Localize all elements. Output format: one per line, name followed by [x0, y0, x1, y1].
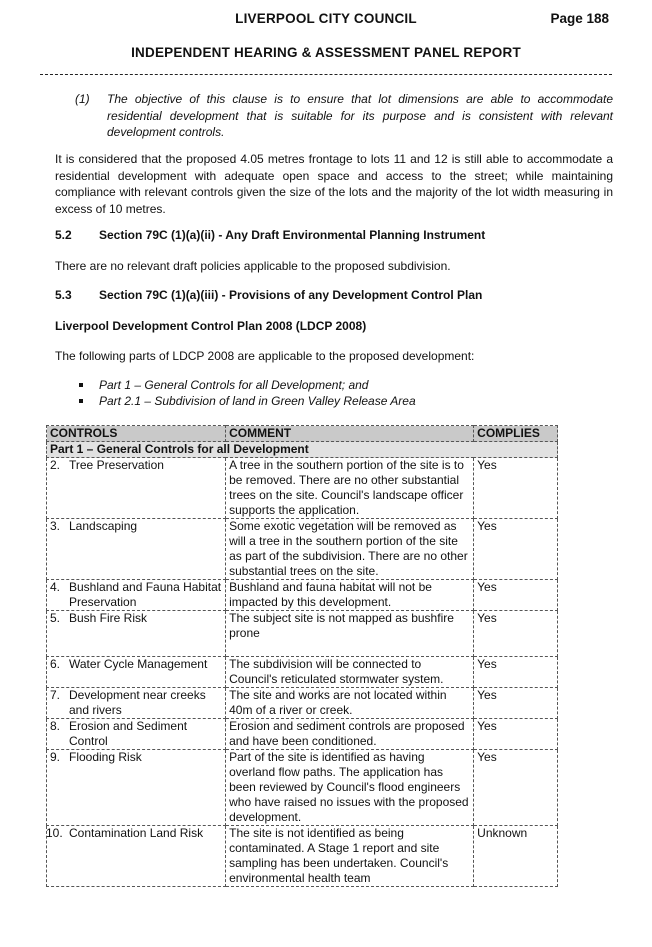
control-name: Water Cycle Management	[69, 657, 208, 671]
section-number: 5.3	[55, 288, 72, 302]
part-row	[47, 442, 558, 458]
comment-cell: Erosion and sediment controls are proposed and have been conditioned.	[226, 719, 474, 750]
control-cell	[47, 580, 226, 611]
control-number: 10.	[46, 826, 63, 840]
control-number: 8.	[50, 719, 61, 733]
list-item: Part 2.1 – Subdivision of land in Green Valley Release Area	[78, 393, 416, 409]
comment-cell: Some exotic vegetation will be removed as will a tree in the southern portion of the site as part of the subdivision. There are no other substantial trees on the site.	[226, 519, 474, 580]
section-5-2-heading	[55, 228, 485, 242]
complies-cell: Yes	[474, 719, 558, 750]
complies-cell: Yes	[474, 458, 558, 519]
table-row	[47, 519, 558, 580]
table-header-row	[47, 426, 558, 442]
control-number: 5.	[50, 611, 61, 625]
control-name: Development near creeks and rivers	[69, 688, 206, 717]
control-cell	[47, 657, 226, 688]
control-cell	[47, 611, 226, 657]
complies-cell: Yes	[474, 750, 558, 826]
controls-column-header: CONTROLS	[47, 426, 226, 442]
table-row	[47, 688, 558, 719]
control-name: Erosion and Sediment Control	[69, 719, 188, 748]
comment-cell: The subdivision will be connected to Council's reticulated stormwater system.	[226, 657, 474, 688]
table-row	[47, 826, 558, 887]
control-name: Tree Preservation	[69, 458, 164, 472]
report-title: INDEPENDENT HEARING & ASSESSMENT PANEL REPORT	[131, 45, 521, 60]
objective-text: The objective of this clause is to ensure that lot dimensions are able to accommodate residential development that is suitable for its purpose and is consistent with relevant development controls.	[107, 92, 613, 139]
control-cell	[47, 826, 226, 887]
header-divider	[40, 74, 612, 75]
control-number: 6.	[50, 657, 61, 671]
control-name: Bushland and Fauna Habitat Preservation	[69, 580, 222, 609]
control-cell	[47, 458, 226, 519]
section-title: Section 79C (1)(a)(iii) - Provisions of any Development Control Plan	[99, 288, 483, 302]
complies-cell: Yes	[474, 580, 558, 611]
control-name: Flooding Risk	[69, 750, 142, 764]
section-title: Section 79C (1)(a)(ii) - Any Draft Environmental Planning Instrument	[99, 228, 486, 242]
applicable-parts-list	[78, 377, 416, 409]
draft-policies-paragraph: There are no relevant draft policies applicable to the proposed subdivision.	[55, 259, 451, 273]
complies-cell: Yes	[474, 519, 558, 580]
ldcp-heading: Liverpool Development Control Plan 2008 (LDCP 2008)	[55, 319, 367, 333]
complies-cell: Unknown	[474, 826, 558, 887]
objective-number: (1)	[75, 92, 90, 106]
table-row	[47, 580, 558, 611]
control-number: 3.	[50, 519, 61, 533]
comment-cell: Bushland and fauna habitat will not be impacted by this development.	[226, 580, 474, 611]
section-5-3-heading	[55, 288, 482, 302]
council-name: LIVERPOOL CITY COUNCIL	[235, 11, 417, 26]
ldcp-intro-paragraph: The following parts of LDCP 2008 are applicable to the proposed development:	[55, 349, 475, 363]
comment-cell: The subject site is not mapped as bushfire prone	[226, 611, 474, 657]
complies-column-header: COMPLIES	[474, 426, 558, 442]
comment-cell: Part of the site is identified as having overland flow paths. The application has been reviewed by Council's flood engineers who have raised no issues with the proposed development.	[226, 750, 474, 826]
comment-cell: The site and works are not located within 40m of a river or creek.	[226, 688, 474, 719]
comment-cell: The site is not identified as being contaminated. A Stage 1 report and site sampling has been undertaken. Council's environmental health team	[226, 826, 474, 887]
part-1-label: Part 1 – General Controls for all Development	[47, 442, 558, 458]
control-number: 7.	[50, 688, 61, 702]
complies-cell: Yes	[474, 688, 558, 719]
control-cell	[47, 719, 226, 750]
control-number: 2.	[50, 458, 61, 472]
comment-column-header: COMMENT	[226, 426, 474, 442]
section-number: 5.2	[55, 228, 72, 242]
control-number: 4.	[50, 580, 61, 594]
table-row	[47, 719, 558, 750]
table-row	[47, 611, 558, 657]
table-row	[47, 750, 558, 826]
control-name: Bush Fire Risk	[69, 611, 148, 625]
control-cell	[47, 688, 226, 719]
complies-cell: Yes	[474, 611, 558, 657]
complies-cell: Yes	[474, 657, 558, 688]
control-name: Contamination Land Risk	[69, 826, 204, 840]
table-row	[47, 657, 558, 688]
controls-table	[46, 425, 558, 887]
list-item: Part 1 – General Controls for all Development; and	[78, 377, 416, 393]
objective-clause	[75, 91, 613, 141]
comment-cell: A tree in the southern portion of the site is to be removed. There are no other substantial trees on the site. Council's landscape officer supports the application.	[226, 458, 474, 519]
control-cell	[47, 519, 226, 580]
frontage-paragraph: It is considered that the proposed 4.05 metres frontage to lots 11 and 12 is still able to accommodate a residential development with adequate open space and access to the street; while maintaining compliance with relevant controls given the size of the lots and the majority of the lot width measuring in excess of 10 metres.	[55, 152, 613, 216]
control-name: Landscaping	[69, 519, 138, 533]
page-number: Page 188	[550, 11, 609, 26]
control-cell	[47, 750, 226, 826]
control-number: 9.	[50, 750, 61, 764]
table-row	[47, 458, 558, 519]
